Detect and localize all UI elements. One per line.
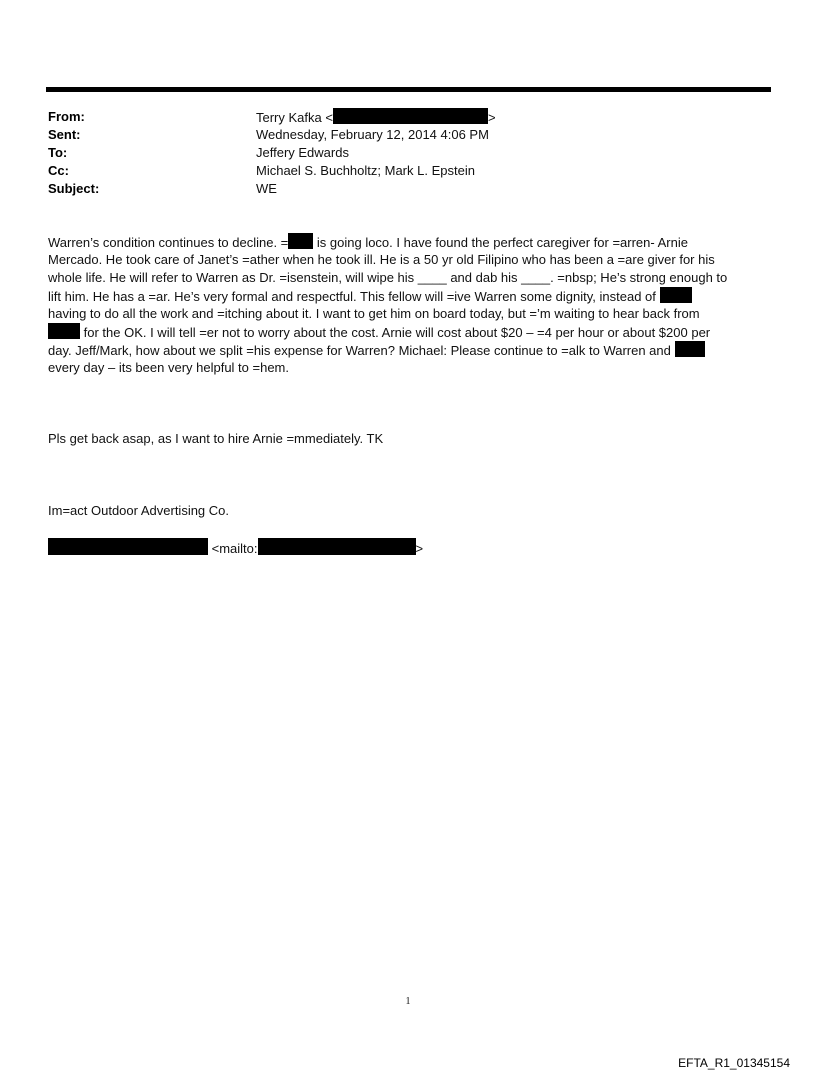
redaction-box <box>288 233 313 249</box>
signature-company: Im=act Outdoor Advertising Co. <box>48 503 230 518</box>
body-line <box>48 287 760 305</box>
to-value: Jeffery Edwards <box>256 145 349 160</box>
sent-row <box>48 126 768 144</box>
signature-mailto <box>48 538 423 558</box>
header-divider <box>46 87 771 92</box>
from-label: From: <box>48 109 85 124</box>
cc-value: Michael S. Buchholtz; Mark L. Epstein <box>256 163 475 178</box>
sent-label: Sent: <box>48 127 81 142</box>
body-text-segment: day. Jeff/Mark, how about we split =his expense for Warren? Michael: Please continue to =alk to Warren and <box>48 343 675 358</box>
sent-value: Wednesday, February 12, 2014 4:06 PM <box>256 127 489 142</box>
body-text-segment: lift him. He has a =ar. He’s very formal and respectful. This fellow will =ive Warren some dignity, instead of <box>48 289 660 304</box>
redaction-box <box>675 341 705 357</box>
redaction-box <box>48 538 208 555</box>
body-text-segment: for the OK. I will tell =er not to worry about the cost. Arnie will cost about $20 – =4 per hour or about $200 per <box>80 325 711 340</box>
body-line: whole life. He will refer to Warren as Dr. =isenstein, will wipe his ____ and dab his ____. =nbsp; He’s strong enough to <box>48 270 728 285</box>
body-line <box>48 323 760 341</box>
page-number: 1 <box>405 996 411 1007</box>
subject-row <box>48 180 768 198</box>
body-line: Mercado. He took care of Janet’s =ather when he took ill. He is a 50 yr old Filipino who has been a =are giver for his <box>48 252 715 267</box>
redaction-box <box>48 323 80 339</box>
from-close: > <box>487 110 496 125</box>
from-value <box>256 108 496 126</box>
from-name: Terry Kafka < <box>256 110 333 125</box>
email-header <box>48 108 768 198</box>
body-line: having to do all the work and =itching about it. I want to get him on board today, but =’m waiting to hear back from <box>48 306 700 321</box>
cc-row <box>48 162 768 180</box>
email-body <box>48 233 760 377</box>
redaction-box <box>660 287 692 303</box>
closing-line: Pls get back asap, as I want to hire Arnie =mmediately. TK <box>48 431 384 446</box>
subject-value: WE <box>256 181 277 196</box>
mailto-prefix: <mailto: <box>208 541 258 556</box>
subject-label: Subject: <box>48 181 100 196</box>
body-text-segment: is going loco. I have found the perfect caregiver for =arren- Arnie <box>313 235 688 250</box>
to-row <box>48 144 768 162</box>
body-line: every day – its been very helpful to =hem. <box>48 360 289 375</box>
body-line <box>48 341 760 359</box>
to-label: To: <box>48 145 68 160</box>
redaction-box <box>258 538 416 555</box>
body-text-segment: Warren’s condition continues to decline. = <box>48 235 289 250</box>
from-row <box>48 108 768 126</box>
body-line <box>48 233 760 251</box>
document-id: EFTA_R1_01345154 <box>678 1056 790 1070</box>
redaction-box <box>333 108 488 124</box>
cc-label: Cc: <box>48 163 69 178</box>
mailto-close: > <box>415 541 424 556</box>
